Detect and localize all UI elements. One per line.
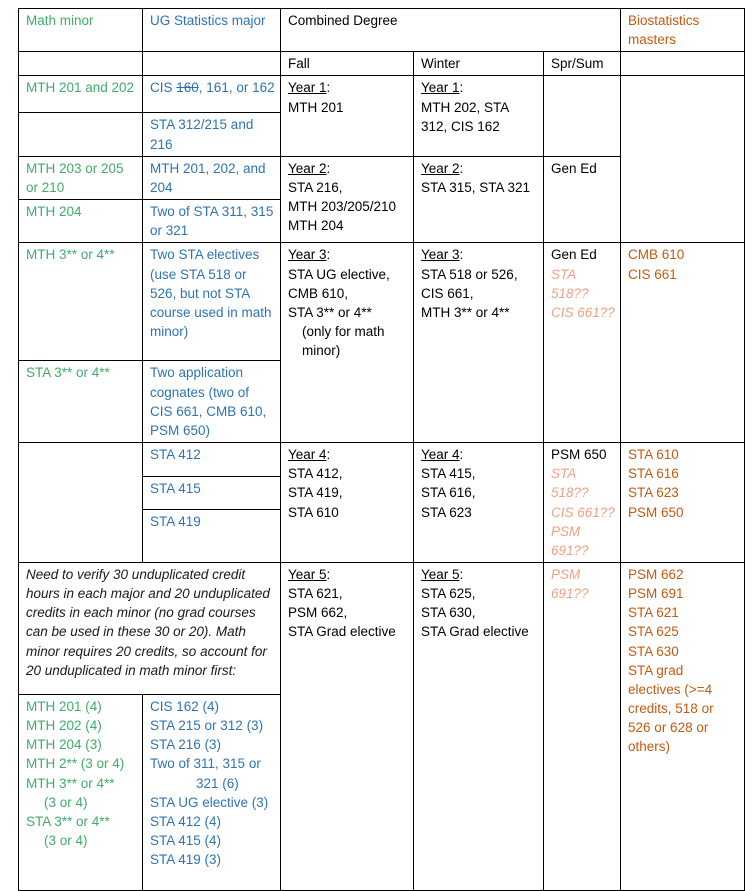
sprsum-year2-cell: Gen Ed xyxy=(544,156,621,243)
major-sta-312-215-216: STA 312/215 and 216 xyxy=(143,113,281,156)
empty-cell xyxy=(19,113,143,156)
term-header-sprsum: Spr/Sum xyxy=(544,52,621,76)
winter-year1-cell: Year 1: MTH 202, STA 312, CIS 162 xyxy=(414,76,544,156)
term-header-winter: Winter xyxy=(414,52,544,76)
degree-plan-table xyxy=(18,8,745,891)
winter-year4-cell: Year 4: STA 415, STA 616, STA 623 xyxy=(414,443,544,563)
major-two-of-sta: Two of STA 311, 315 or 321 xyxy=(143,200,281,243)
fall-year1-cell: Year 1: MTH 201 xyxy=(281,76,414,156)
biostats-year4-cell: STA 610 STA 616 STA 623 PSM 650 xyxy=(621,443,745,563)
major-credit-list: CIS 162 (4) STA 215 or 312 (3) STA 216 (3) Two of 311, 315 or 321 (6) STA UG elective (3) STA 412 (4) STA 415 (4) STA 419 (3) xyxy=(143,694,281,890)
major-mth-201-202-204: MTH 201, 202, and 204 xyxy=(143,156,281,199)
header-biostatistics-masters: Biostatistics masters xyxy=(621,9,745,52)
major-cis-courses: CIS 160, 161, or 162 xyxy=(143,76,281,113)
biostats-year3-cell: CMB 610 CIS 661 xyxy=(621,243,745,443)
winter-year2-cell: Year 2: STA 315, STA 321 xyxy=(414,156,544,243)
winter-year5-cell: Year 5: STA 625, STA 630, STA Grad elective xyxy=(414,562,544,890)
empty-cell xyxy=(143,52,281,76)
major-sta-412: STA 412 xyxy=(143,443,281,477)
empty-cell xyxy=(621,52,745,76)
empty-cell xyxy=(19,443,143,563)
empty-cell xyxy=(544,76,621,156)
minor-credit-list: MTH 201 (4) MTH 202 (4) MTH 204 (3) MTH 2** (3 or 4) MTH 3** or 4** (3 or 4) STA 3** or 4** (3 or 4) xyxy=(19,694,143,890)
biostats-year5-cell: PSM 662 PSM 691 STA 621 STA 625 STA 630 STA grad electives (>=4 credits, 518 or 526 or 628 or others) xyxy=(621,562,745,890)
sprsum-year3-cell: Gen Ed STA 518?? CIS 661?? xyxy=(544,243,621,443)
header-math-minor: Math minor xyxy=(19,9,143,52)
sprsum-year4-cell: PSM 650 STA 518?? CIS 661?? PSM 691?? xyxy=(544,443,621,563)
minor-mth-204: MTH 204 xyxy=(19,200,143,243)
term-header-fall: Fall xyxy=(281,52,414,76)
header-ug-statistics-major: UG Statistics major xyxy=(143,9,281,52)
minor-mth-3xx-4xx: MTH 3** or 4** xyxy=(19,243,143,361)
major-two-sta-electives: Two STA electives (use STA 518 or 526, but not STA course used in math minor) xyxy=(143,243,281,361)
minor-mth-201-202: MTH 201 and 202 xyxy=(19,76,143,113)
empty-cell xyxy=(621,76,745,243)
fall-year5-cell: Year 5: STA 621, PSM 662, STA Grad elective xyxy=(281,562,414,890)
fall-year2-cell: Year 2: STA 216, MTH 203/205/210 MTH 204 xyxy=(281,156,414,243)
major-sta-415: STA 415 xyxy=(143,476,281,510)
major-sta-419: STA 419 xyxy=(143,510,281,563)
empty-cell xyxy=(19,52,143,76)
major-two-application-cognates: Two application cognates (two of CIS 661, CMB 610, PSM 650) xyxy=(143,361,281,443)
winter-year3-cell: Year 3: STA 518 or 526, CIS 661, MTH 3** or 4** xyxy=(414,243,544,443)
sprsum-year5-cell: PSM 691?? xyxy=(544,562,621,890)
unduplicated-credits-note: Need to verify 30 unduplicated credit hours in each major and 20 unduplicated credits in each minor (no grad courses can be used in these 30 or 20). Math minor requires 20 credits, so account for 20 unduplicated in math minor first: xyxy=(19,562,281,694)
header-combined-degree: Combined Degree xyxy=(281,9,621,52)
minor-sta-3xx-4xx: STA 3** or 4** xyxy=(19,361,143,443)
fall-year4-cell: Year 4: STA 412, STA 419, STA 610 xyxy=(281,443,414,563)
struck-course-number: 160 xyxy=(176,80,199,96)
fall-year3-cell: Year 3: STA UG elective, CMB 610, STA 3** or 4** (only for math minor) xyxy=(281,243,414,443)
minor-mth-203-205-210: MTH 203 or 205 or 210 xyxy=(19,156,143,199)
